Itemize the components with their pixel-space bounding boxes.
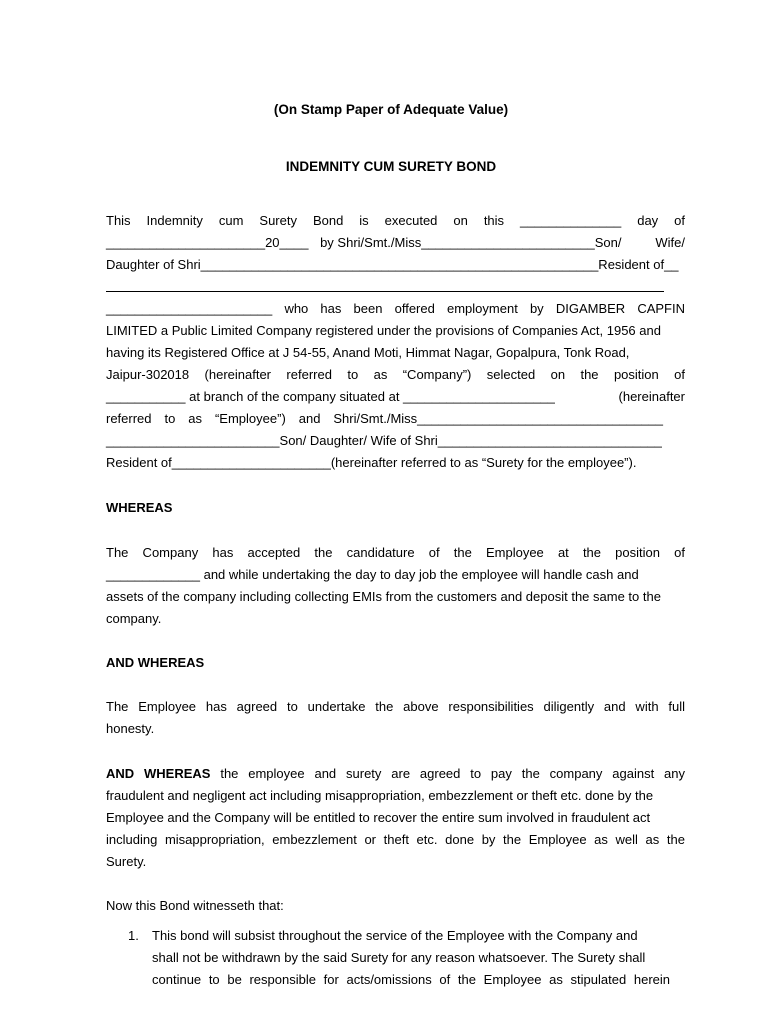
year-blank: _____________20____ bbox=[171, 235, 309, 250]
intro-line-3: Daughter of Shri_______________________________________________________Resident of__ bbox=[106, 257, 679, 272]
hereinafter-label: (hereinafter bbox=[618, 389, 685, 404]
whereas-line-3: assets of the company including collecting EMIs from the customers and deposit the same to the bbox=[106, 589, 661, 604]
and-whereas-2-line-1-text: the employee and surety are agreed to pay the company against any bbox=[220, 766, 685, 781]
and-whereas-1-line-1: The Employee has agreed to undertake the above responsibilities diligently and with full bbox=[106, 699, 685, 714]
date-blank: _________ bbox=[106, 235, 172, 250]
intro-line-8: Jaipur-302018 (hereinafter referred to as “Company”) selected on the position of bbox=[106, 367, 685, 382]
and-whereas-2-line-4: including misappropriation, embezzlement or theft etc. done by the Employee as well as the bbox=[106, 832, 685, 847]
whereas-line-4: company. bbox=[106, 611, 162, 626]
list-item-number: 1. bbox=[128, 928, 139, 943]
intro-line-11: ________________________Son/ Daughter/ Wife of Shri_______________________________ bbox=[106, 433, 662, 448]
intro-line-9 bbox=[106, 389, 685, 405]
list-item-1-line-1: This bond will subsist throughout the service of the Employee with the Company and bbox=[152, 928, 638, 943]
intro-line-6: LIMITED a Public Limited Company registered under the provisions of Companies Act, 1956 and bbox=[106, 323, 661, 338]
and-whereas-1-line-2: honesty. bbox=[106, 721, 155, 736]
relation-wife: Wife/ bbox=[655, 235, 685, 250]
and-whereas-2-line-3: Employee and the Company will be entitled to recover the entire sum involved in fraudulent act bbox=[106, 810, 651, 825]
intro-line-1: This Indemnity cum Surety Bond is executed on this ______________ day of bbox=[106, 213, 685, 228]
intro-line-2 bbox=[106, 235, 685, 251]
blank-rule bbox=[106, 291, 664, 292]
intro-line-7: having its Registered Office at J 54-55, Anand Moti, Himmat Nagar, Gopalpura, Tonk Road, bbox=[106, 345, 630, 360]
whereas-line-1: The Company has accepted the candidature of the Employee at the position of bbox=[106, 545, 685, 560]
branch-location-blank: __________ bbox=[482, 389, 555, 404]
and-whereas-2-line-2: fraudulent and negligent act including misappropriation, embezzlement or theft etc. done by the bbox=[106, 788, 654, 803]
witness-intro: Now this Bond witnesseth that: bbox=[106, 898, 284, 913]
document-title: INDEMNITY CUM SURETY BOND bbox=[285, 159, 497, 174]
list-item-1-line-2: shall not be withdrawn by the said Surety for any reason whatsoever. The Surety shall bbox=[152, 950, 646, 965]
list-item-1-line-3: continue to be responsible for acts/omissions of the Employee as stipulated herein bbox=[152, 972, 670, 987]
and-whereas-2-line-1 bbox=[106, 766, 685, 782]
position-branch-blank: ___________ at branch of the company situated at ___________ bbox=[106, 389, 483, 404]
intro-line-12: Resident of______________________(hereinafter referred to as “Surety for the employee”). bbox=[106, 455, 637, 470]
stamp-paper-note: (On Stamp Paper of Adequate Value) bbox=[273, 102, 509, 117]
intro-line-5: _______________________ who has been offered employment by DIGAMBER CAPFIN bbox=[106, 301, 685, 316]
and-whereas-heading: AND WHEREAS bbox=[106, 655, 205, 670]
and-whereas-2-line-5: Surety. bbox=[106, 854, 147, 869]
whereas-line-2: _____________ and while undertaking the day to day job the employee will handle cash and bbox=[106, 567, 639, 582]
intro-line-10: referred to as “Employee”) and Shri/Smt./Miss__________________________________ bbox=[106, 411, 663, 426]
relation-son: Son/ bbox=[594, 235, 622, 250]
surety-name-blank: by Shri/Smt./Miss________________________ bbox=[320, 235, 595, 250]
and-whereas-lead: AND WHEREAS bbox=[106, 766, 211, 781]
whereas-heading: WHEREAS bbox=[106, 500, 173, 515]
